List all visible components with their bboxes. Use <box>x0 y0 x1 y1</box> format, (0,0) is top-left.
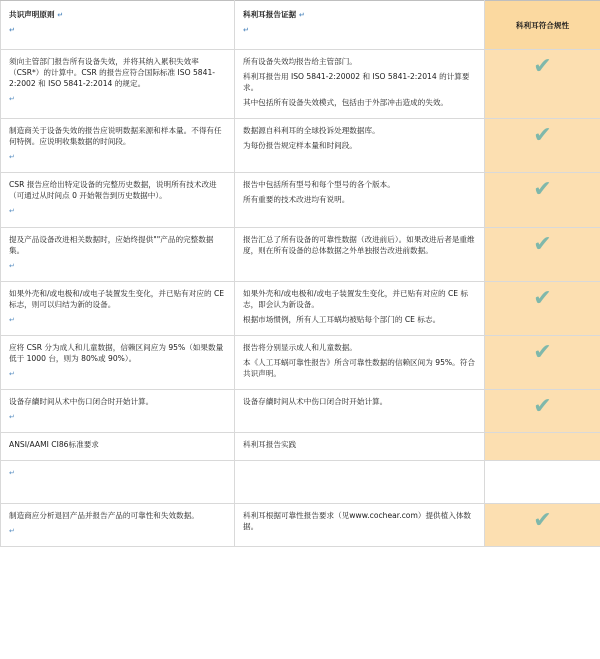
principle-cell <box>1 389 235 432</box>
table-row <box>1 50 600 119</box>
evidence-cell <box>235 433 485 461</box>
evidence-cell <box>235 119 485 173</box>
evidence-text: 科利耳根据可靠性报告要求（见www.cochear.com）提供植入体数据。 <box>243 511 472 532</box>
table-row <box>1 335 600 389</box>
evidence-cell <box>235 173 485 227</box>
pilcrow-mark: ↵ <box>9 469 15 478</box>
table-body <box>1 1 600 547</box>
evidence-text: 报告中包括所有型号和每个型号的各个版本。 <box>243 180 395 190</box>
principle-text: CSR 报告应给出特定设备的完整历史数据，说明所有技术改进（可通过从时间点 0 开始報告到历史数据中）。 <box>9 180 217 201</box>
principle-cell <box>1 173 235 227</box>
column-header-evidence: 科利耳报告证据 ↵ ↵ <box>235 1 485 50</box>
status-cell <box>485 461 600 504</box>
table-header-row <box>1 1 600 50</box>
pilcrow-mark: ↵ <box>9 153 15 162</box>
principle-cell <box>1 504 235 547</box>
column-header-status: 科利耳符合规性 <box>485 1 600 50</box>
evidence-cell <box>235 281 485 335</box>
table-row-section-heading <box>1 433 600 461</box>
pilcrow-mark: ↵ <box>9 26 15 35</box>
check-icon: ✔ <box>533 285 552 311</box>
evidence-text: 数据源自科利耳的全球投诉处理数据库。 <box>243 126 380 136</box>
evidence-text: 科利耳报告用 ISO 5841-2:20002 和 ISO 5841-2:2014 的计算要求。 <box>243 72 470 93</box>
principle-cell <box>1 461 235 504</box>
evidence-cell <box>235 227 485 281</box>
principle-text: 制造商应分析退回产品并报告产品的可靠性和失效数据。 <box>9 511 199 521</box>
status-cell <box>485 389 600 432</box>
pilcrow-mark: ↵ <box>9 412 15 421</box>
principle-cell <box>1 119 235 173</box>
principle-text: 制造商关于设备失效的报告应说明数据来源和样本量。不得有任何特例。应说明收集数据的时间段。 <box>9 126 222 147</box>
status-cell <box>485 335 600 389</box>
evidence-text: 如果外壳和/或电极和/或电子装置发生变化，并已贴有对应的 CE 标志，即会认为新设备。 <box>243 288 469 309</box>
status-cell <box>485 281 600 335</box>
check-icon: ✔ <box>533 231 552 257</box>
pilcrow-mark: ↵ <box>9 261 15 270</box>
check-icon: ✔ <box>533 339 552 365</box>
evidence-text: 所有设备失效均报告给主管部门。 <box>243 57 357 67</box>
check-icon: ✔ <box>533 177 552 203</box>
evidence-text: 报告将分别显示成人和儿童数据。 <box>243 342 357 352</box>
table-row <box>1 281 600 335</box>
pilcrow-mark: ↵ <box>9 369 15 378</box>
status-cell <box>485 504 600 547</box>
table-row <box>1 389 600 432</box>
evidence-text: 其中包括所有设备失效模式，包括由于外部冲击造成的失效。 <box>243 98 449 108</box>
principle-cell <box>1 433 235 461</box>
check-icon: ✔ <box>533 393 552 419</box>
principle-cell <box>1 281 235 335</box>
pilcrow-mark: ↵ <box>57 11 64 19</box>
status-cell <box>485 119 600 173</box>
column-header-principle: 共识声明原则 ↵ ↵ <box>1 1 235 50</box>
evidence-text: 本《人工耳蜗可靠性报告》所含可靠性数据的信赖区间为 95%。符合共识声明。 <box>243 357 475 378</box>
evidence-cell <box>235 335 485 389</box>
section-heading-practice: 科利耳报告实践 <box>243 440 297 450</box>
principle-text: 应将 CSR 分为成人和儿童数据，信赖区间应为 95%（如果数量低于 1000 台，则为 80%或 90%）。 <box>9 342 224 363</box>
table-row <box>1 119 600 173</box>
principle-cell <box>1 335 235 389</box>
table-row <box>1 227 600 281</box>
table-row <box>1 173 600 227</box>
principle-cell <box>1 50 235 119</box>
status-cell <box>485 173 600 227</box>
status-cell <box>485 227 600 281</box>
check-icon: ✔ <box>533 54 552 80</box>
pilcrow-mark: ↵ <box>9 527 15 536</box>
evidence-text: 报告汇总了所有设备的可靠性数据（改进前后）。如果改进后者是重维度，则在所有设备的总体数据之外单独报告改进前数据。 <box>243 234 475 255</box>
check-icon: ✔ <box>533 123 552 149</box>
principle-text: 须向主管部门报告所有设备失效，并将其纳入累积失效率（CSR*）的计算中。CSR 的报告应符合国际标准 ISO 5841-2:2002 和 ISO 5841-2:2014 的规定。 <box>9 57 216 89</box>
pilcrow-mark: ↵ <box>9 315 15 324</box>
evidence-text: 为每份报告规定样本量和时间段。 <box>243 141 357 151</box>
pilcrow-mark: ↵ <box>9 207 15 216</box>
principle-text: 提及产品设备改进相关数据时，应始终提供""产品的完整数据集。 <box>9 234 214 255</box>
principle-text: 如果外壳和/或电极和/或电子装置发生变化，并已贴有对应的 CE 标志，则可以归结为新的设备。 <box>9 288 225 309</box>
table-row <box>1 504 600 547</box>
status-cell <box>485 433 600 461</box>
table-row-spacer <box>1 461 600 504</box>
evidence-cell <box>235 461 485 504</box>
pilcrow-mark: ↵ <box>298 11 305 19</box>
principle-cell <box>1 227 235 281</box>
section-heading-standard: ANSI/AAMI CI86标准要求 <box>9 440 99 450</box>
status-cell <box>485 50 600 119</box>
evidence-cell <box>235 504 485 547</box>
check-icon: ✔ <box>533 508 552 534</box>
pilcrow-mark: ↵ <box>9 95 15 104</box>
evidence-text: 根据市场惯例，所有人工耳蜗均被贴每个部门的 CE 标志。 <box>243 314 441 324</box>
principle-text: 设备存續时间从术中伤口闭合时开始计算。 <box>9 396 154 406</box>
pilcrow-mark: ↵ <box>243 26 249 35</box>
evidence-cell <box>235 50 485 119</box>
evidence-text: 所有重要的技术改进均有说明。 <box>243 195 350 205</box>
evidence-text: 设备存續时间从术中伤口闭合时开始计算。 <box>243 396 388 406</box>
evidence-cell <box>235 389 485 432</box>
